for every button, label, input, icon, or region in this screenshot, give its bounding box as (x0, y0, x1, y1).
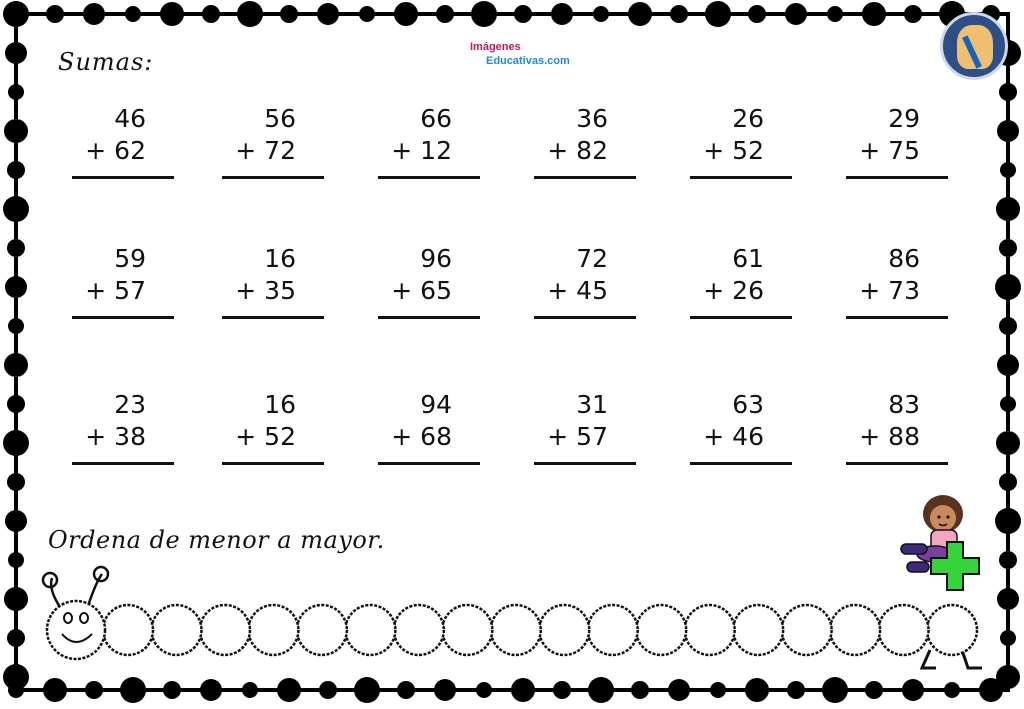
addend-bottom: + 82 (547, 136, 608, 165)
answer-circle[interactable] (733, 605, 783, 655)
addend-top: 61 (732, 244, 764, 273)
addend-top: 72 (576, 244, 608, 273)
answer-circle[interactable] (927, 605, 977, 655)
addend-bottom: + 57 (547, 422, 608, 451)
addend-top: 46 (114, 104, 146, 133)
addend-top: 59 (114, 244, 146, 273)
addend-top: 66 (420, 104, 452, 133)
addend-bottom: + 72 (235, 136, 296, 165)
addend-top: 83 (888, 390, 920, 419)
addend-top: 23 (114, 390, 146, 419)
answer-circle[interactable] (830, 605, 880, 655)
addend-top: 31 (576, 390, 608, 419)
girl-character-icon (895, 492, 995, 602)
addend-top: 36 (576, 104, 608, 133)
addend-bottom: + 52 (235, 422, 296, 451)
addend-bottom: + 57 (85, 276, 146, 305)
addend-bottom: + 75 (859, 136, 920, 165)
answer-circle[interactable] (345, 605, 395, 655)
answer-circle[interactable] (588, 605, 638, 655)
answer-circle[interactable] (394, 605, 444, 655)
addend-bottom: + 12 (391, 136, 452, 165)
answer-circle[interactable] (200, 605, 250, 655)
addend-top: 16 (264, 390, 296, 419)
addend-top: 94 (420, 390, 452, 419)
addend-bottom: + 65 (391, 276, 452, 305)
page-title: Sumas: (58, 48, 154, 76)
addend-top: 16 (264, 244, 296, 273)
answer-circle[interactable] (297, 605, 347, 655)
answer-circle[interactable] (151, 605, 201, 655)
addend-top: 56 (264, 104, 296, 133)
addend-bottom: + 46 (703, 422, 764, 451)
addend-top: 86 (888, 244, 920, 273)
addend-bottom: + 68 (391, 422, 452, 451)
addend-bottom: + 38 (85, 422, 146, 451)
answer-circle[interactable] (879, 605, 929, 655)
addend-bottom: + 52 (703, 136, 764, 165)
addend-top: 29 (888, 104, 920, 133)
answer-circle[interactable] (782, 605, 832, 655)
addend-bottom: + 26 (703, 276, 764, 305)
addend-top: 96 (420, 244, 452, 273)
addend-top: 26 (732, 104, 764, 133)
addend-bottom: + 45 (547, 276, 608, 305)
addend-bottom: + 62 (85, 136, 146, 165)
caterpillar-head-icon (43, 567, 108, 659)
answer-circle[interactable] (103, 605, 153, 655)
answer-circle[interactable] (248, 605, 298, 655)
answer-circle[interactable] (636, 605, 686, 655)
logo-line-1: Imágenes (470, 41, 521, 53)
instruction-text: Ordena de menor a mayor. (48, 526, 385, 554)
answer-circle[interactable] (685, 605, 735, 655)
addend-bottom: + 73 (859, 276, 920, 305)
answer-circle[interactable] (491, 605, 541, 655)
answer-circle[interactable] (539, 605, 589, 655)
logo-line-2: Educativas.com (486, 55, 570, 67)
addend-bottom: + 88 (859, 422, 920, 451)
answer-circle[interactable] (442, 605, 492, 655)
addend-bottom: + 35 (235, 276, 296, 305)
addend-top: 63 (732, 390, 764, 419)
